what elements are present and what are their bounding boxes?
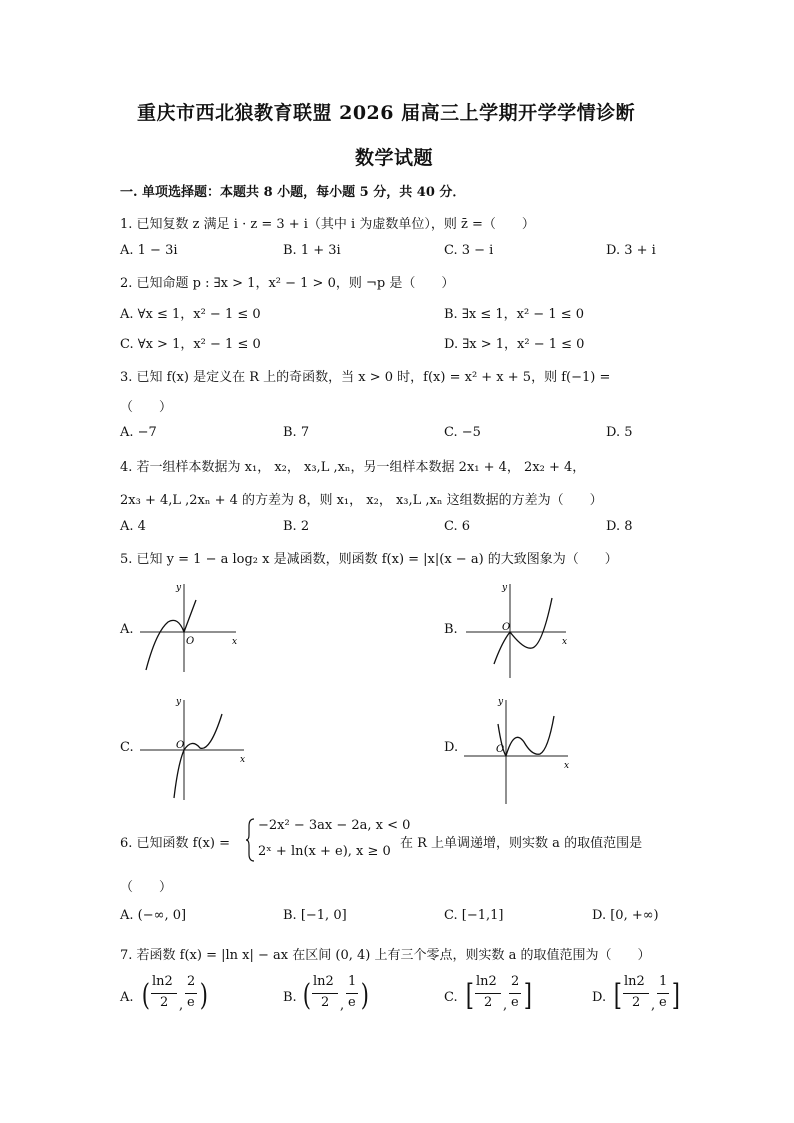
q4-option-a: A. 4: [120, 519, 146, 534]
graph-d-origin-label: O: [496, 744, 505, 755]
graph-c-origin-label: O: [176, 740, 185, 751]
q1-option-d: D. 3 + i: [606, 243, 656, 258]
page-subtitle: 数学试题: [355, 147, 434, 169]
question-4: 4. 若一组样本数据为 x₁， x₂， x₃,L ,xₙ，另一组样本数据 2x₁ + 4， 2x₂ + 4，: [120, 460, 586, 475]
q2-option-b: B. ∃x ≤ 1，x² − 1 ≤ 0: [444, 307, 585, 322]
question-7: 7. 若函数 f(x) = |ln x| − ax 在区间 (0, 4) 上有三个零点，则实数 a 的取值范围为（ ）: [120, 948, 651, 963]
section-heading: 一. 单项选择题：本题共 8 小题，每小题 5 分，共 40 分．: [120, 185, 466, 200]
graph-a-origin-label: O: [186, 636, 195, 647]
q3-option-b: B. 7: [283, 425, 310, 440]
graph-a-y-label: y: [176, 583, 182, 593]
q4-option-d: D. 8: [606, 519, 633, 534]
piecewise-brace-icon: [245, 818, 255, 862]
page-title: 重庆市西北狼教育联盟 2026 届高三上学期开学学情诊断: [137, 102, 636, 124]
q5-graph-label-d: D.: [444, 740, 459, 755]
q6-option-c: C. [−1,1]: [444, 908, 504, 923]
question-3: 3. 已知 f(x) 是定义在 R 上的奇函数，当 x > 0 时，f(x) = x² + x + 5，则 f(−1) =: [120, 370, 611, 385]
q6-option-d: D. [0, +∞): [592, 908, 659, 923]
q3-option-c: C. −5: [444, 425, 481, 440]
q5-graph-label-c: C.: [120, 740, 134, 755]
question-6-case-2: 2ˣ + ln(x + e), x ≥ 0: [258, 844, 391, 859]
q6-option-a: A. (−∞, 0]: [120, 908, 187, 923]
question-3-cont: （ ）: [120, 400, 173, 415]
graph-c-y-label: y: [176, 697, 182, 707]
graph-b-origin-label: O: [502, 622, 511, 633]
question-2: 2. 已知命题 p : ∃x > 1，x² − 1 > 0，则 ¬p 是（ ）: [120, 276, 455, 291]
q3-option-d: D. 5: [606, 425, 633, 440]
q1-option-a: A. 1 − 3i: [120, 243, 178, 258]
question-6: 6. 已知函数 f(x) =: [120, 836, 230, 851]
graph-d-y-label: y: [498, 697, 504, 707]
graph-c: [140, 694, 250, 802]
q5-graph-label-a: A.: [120, 622, 134, 637]
question-6-case-1: −2x² − 3ax − 2a, x < 0: [258, 818, 411, 833]
question-6-tail: 在 R 上单调递增，则实数 a 的取值范围是: [400, 836, 643, 851]
q1-option-c: C. 3 − i: [444, 243, 494, 258]
q1-option-b: B. 1 + 3i: [283, 243, 341, 258]
q4-option-c: C. 6: [444, 519, 471, 534]
q2-option-c: C. ∀x > 1，x² − 1 ≤ 0: [120, 337, 261, 352]
graph-d-x-label: x: [564, 761, 570, 771]
question-5: 5. 已知 y = 1 − a log₂ x 是减函数，则函数 f(x) = |x|(x − a) 的大致图象为（ ）: [120, 552, 618, 567]
graph-b: [466, 580, 576, 680]
graph-c-x-label: x: [240, 755, 246, 765]
q2-option-d: D. ∃x > 1，x² − 1 ≤ 0: [444, 337, 585, 352]
graph-a-x-label: x: [232, 637, 238, 647]
q5-graph-label-b: B.: [444, 622, 458, 637]
q6-option-b: B. [−1, 0]: [283, 908, 347, 923]
q4-option-b: B. 2: [283, 519, 310, 534]
graph-b-x-label: x: [562, 637, 568, 647]
question-4-cont: 2x₃ + 4,L ,2xₙ + 4 的方差为 8，则 x₁， x₂， x₃,L ,xₙ 这组数据的方差为（ ）: [120, 493, 603, 508]
graph-a: [140, 580, 250, 672]
question-1: 1. 已知复数 z 满足 i · z = 3 + i（其中 i 为虚数单位），则 z̄ =（ ）: [120, 217, 535, 232]
q2-option-a: A. ∀x ≤ 1，x² − 1 ≤ 0: [120, 307, 261, 322]
graph-b-y-label: y: [502, 583, 508, 593]
graph-d: [464, 694, 576, 806]
q3-option-a: A. −7: [120, 425, 157, 440]
question-6-cont: （ ）: [120, 880, 173, 895]
